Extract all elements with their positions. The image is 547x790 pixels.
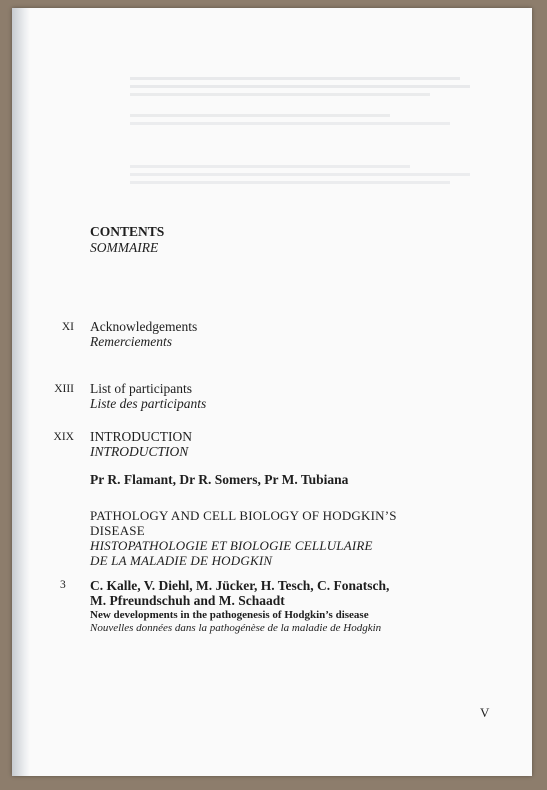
- book-page: [12, 8, 532, 776]
- entry-authors-intro: Pr R. Flamant, Dr R. Somers, Pr M. Tubiana: [90, 472, 349, 487]
- entry-title-ack[interactable]: Acknowledgements: [90, 319, 198, 334]
- section-subtitle-line2: DE LA MALADIE DE HODGKIN: [90, 553, 273, 568]
- entry-page-participants: XIII: [54, 383, 74, 395]
- entry-title-participants[interactable]: List of participants: [90, 381, 192, 396]
- entry-page-ack: XI: [61, 321, 74, 333]
- section-subtitle-line1: HISTOPATHOLOGIE ET BIOLOGIE CELLULAIRE: [90, 538, 373, 553]
- page-number: V: [480, 705, 490, 720]
- section-title-line2: DISEASE: [90, 523, 145, 538]
- entry-title-intro[interactable]: INTRODUCTION: [90, 429, 192, 444]
- contents-subtitle: SOMMAIRE: [90, 240, 159, 255]
- article-authors-line1: C. Kalle, V. Diehl, M. Jücker, H. Tesch, C. Fonatsch,: [90, 578, 390, 593]
- article-page: 3: [60, 579, 66, 591]
- article-title-fr: Nouvelles données dans la pathogénèse de la maladie de Hodgkin: [90, 622, 382, 634]
- entry-subtitle-participants: Liste des participants: [90, 396, 207, 411]
- article-authors-line2: M. Pfreundschuh and M. Schaadt: [90, 593, 285, 608]
- entry-page-intro: XIX: [53, 431, 74, 443]
- article-title-en[interactable]: New developments in the pathogenesis of Hodgkin’s disease: [90, 609, 369, 621]
- section-title-line1: PATHOLOGY AND CELL BIOLOGY OF HODGKIN’S: [90, 508, 397, 523]
- entry-subtitle-ack: Remerciements: [90, 334, 172, 349]
- show-through-lines: [130, 72, 470, 189]
- contents-title: CONTENTS: [90, 224, 165, 239]
- entry-subtitle-intro: INTRODUCTION: [90, 444, 189, 459]
- page-spine-shadow: [12, 8, 30, 776]
